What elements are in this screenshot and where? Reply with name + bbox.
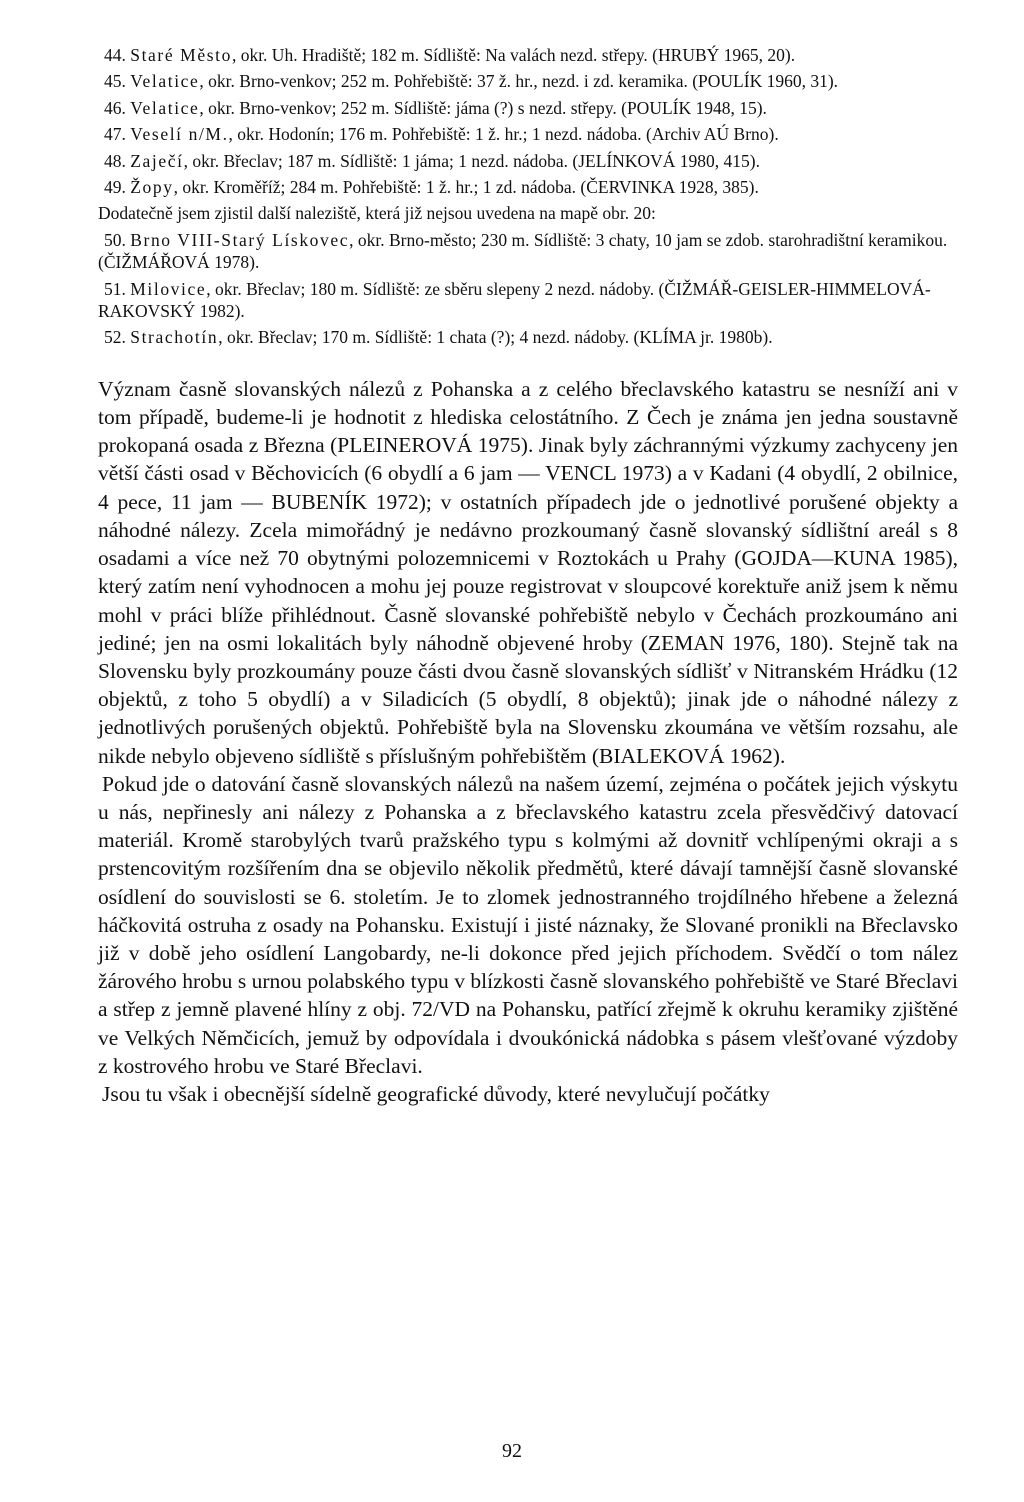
catalog-entry-46 <box>98 97 958 119</box>
entry-number: 50. <box>104 229 126 250</box>
entry-number: 47. <box>104 124 126 145</box>
entry-number: 45. <box>104 71 126 92</box>
site-catalog <box>98 44 958 349</box>
entry-details: , okr. Uh. Hradiště; 182 m. Sídliště: Na valách nezd. střepy. (HRUBÝ 1965, 20). <box>231 45 796 65</box>
page-content <box>98 44 958 1108</box>
body-paragraph: Význam časně slovanských nálezů z Pohanska a z celého břeclavského katastru se nesníží ani v tom případě, budeme-li je hodnotit z hlediska celostátního. Z Čech je známa jen jedna soustavně prokopaná osada z Března (PLEINEROVÁ 1975). Jinak byly záchrannými výzkumy zachyceny jen větší části osad v Běchovicích (6 obydlí a 6 jam — VENCL 1973) a v Kadani (4 obydlí, 2 obilnice, 4 pece, 11 jam — BUBENÍK 1972); v ostatních případech jde o jednotlivé porušené objekty a náhodné nálezy. Zcela mimořádný je nedávno prozkoumaný časně slovanský sídlištní areál s 8 osadami a více než 70 obytnými polozemnicemi v Roztokách u Prahy (GOJDA—KUNA 1985), který zatím není vyhodnocen a mohu jej pouze registrovat v sloupcové korektuře aniž jsem k němu mohl v práci blíže přihlédnout. Časně slovanské pohřebiště nebylo v Čechách prozkoumáno ani jediné; jen na osmi lokalitách byly náhodně objevené hroby (ZEMAN 1976, 180). Stejně tak na Slovensku byly prozkoumány pouze části dvou časně slovanských sídlišť v Nitranském Hrádku (12 objektů, z toho 5 obydlí) a v Siladicích (5 obydlí, 8 objektů); jinak jde o náhodné nálezy z jednotlivých porušených objektů. Pohřebiště byla na Slovensku zkoumána ve větším rozsahu, ale nikde nebylo objeveno sídliště s příslušným pohřebištěm (BIALEKOVÁ 1962). <box>98 376 958 768</box>
catalog-entry-48 <box>98 150 958 172</box>
entry-place: Veselí n/M. <box>130 124 229 145</box>
entry-details: , okr. Břeclav; 180 m. Sídliště: ze sběru slepeny 2 nezd. nádoby. (ČIŽMÁŘ-GEISLER-HIMMELOVÁ-RAKOVSKÝ 1982). <box>98 278 931 322</box>
entry-place: Brno VIII-Starý Lískovec <box>130 229 350 250</box>
entry-number: 51. <box>104 278 126 299</box>
catalog-entry-52 <box>98 326 958 348</box>
entry-number: 49. <box>104 177 126 198</box>
entry-details: , okr. Kroměříž; 284 m. Pohřebiště: 1 ž. hr.; 1 zd. nádoba. (ČERVINKA 1928, 385). <box>173 177 759 198</box>
entry-place: Velatice <box>130 97 200 118</box>
catalog-entry-51 <box>98 278 958 323</box>
catalog-entry-49 <box>98 176 958 198</box>
catalog-addendum-note: Dodatečně jsem zjistil další naleziště, která již nejsou uvedena na mapě obr. 20: <box>98 203 656 224</box>
body-paragraph: Jsou tu však i obecnější sídelně geografické důvody, které nevylučují počátky <box>102 1081 770 1106</box>
entry-place: Zaječí <box>130 150 184 171</box>
entry-place: Milovice <box>130 278 207 299</box>
entry-details: , okr. Břeclav; 187 m. Sídliště: 1 jáma; 1 nezd. nádoba. (JELÍNKOVÁ 1980, 415). <box>183 150 761 171</box>
entry-number: 48. <box>104 150 126 171</box>
body-text <box>98 375 958 1108</box>
entry-number: 44. <box>104 45 126 65</box>
body-paragraph: Pokud jde o datování časně slovanských nálezů na našem území, zejména o počátek jejich výskytu u nás, nepřinesly ani nálezy z Pohanska a z břeclavského katastru zcela přesvědčivý datovací materiál. Kromě starobylých tvarů pražského typu s kolmými až dovnitř vchlípenými okraji a s prstencovitým rozšířením dna se objevilo několik předmětů, které dávají tamnější časně slovanské osídlení do souvislosti se 6. stoletím. Je to zlomek jednostranného trojdílného hřebene a železná háčkovitá ostruha z osady na Pohansku. Existují i jisté náznaky, že Slované pronikli na Břeclavsko již v době jeho osídlení Langobardy, ne-li dokonce před jejich příchodem. Svědčí o tom nález žárového hrobu s urnou polabského typu v blízkosti časně slovanského pohřebiště ve Staré Břeclavi a střep z jemně plavené hlíny z obj. 72/VD na Pohansku, patřící zřejmě k okruhu keramiky zjištěné ve Velkých Němčicích, jemuž by odpovídala i dvoukónická nádobka s pásem vlešťované výzdoby z kostrového hrobu ve Staré Břeclavi. <box>98 771 958 1078</box>
entry-place: Velatice <box>130 71 200 92</box>
entry-place: Žopy <box>130 177 174 198</box>
page-number: 92 <box>502 1440 522 1462</box>
catalog-entry-47 <box>98 123 958 145</box>
entry-number: 46. <box>104 97 126 118</box>
catalog-entry-50 <box>98 229 958 274</box>
entry-details: , okr. Brno-venkov; 252 m. Sídliště: jáma (?) s nezd. střepy. (POULÍK 1948, 15). <box>199 97 767 118</box>
entry-place: Strachotín <box>130 327 219 348</box>
entry-details: , okr. Brno-venkov; 252 m. Pohřebiště: 37 ž. hr., nezd. i zd. keramika. (POULÍK 1960, 31). <box>199 71 839 92</box>
entry-place: Staré Město <box>130 45 232 65</box>
entry-details: , okr. Hodonín; 176 m. Pohřebiště: 1 ž. hr.; 1 nezd. nádoba. (Archiv AÚ Brno). <box>228 124 779 145</box>
entry-number: 52. <box>104 327 126 348</box>
catalog-entry-44 <box>98 44 958 66</box>
entry-details: , okr. Břeclav; 170 m. Sídliště: 1 chata (?); 4 nezd. nádoby. (KLÍMA jr. 1980b). <box>218 327 773 348</box>
catalog-entry-45 <box>98 70 958 92</box>
entry-details: , okr. Brno-město; 230 m. Sídliště: 3 chaty, 10 jam se zdob. starohradištní keramikou. (ČIŽMÁŘOVÁ 1978). <box>98 229 948 273</box>
